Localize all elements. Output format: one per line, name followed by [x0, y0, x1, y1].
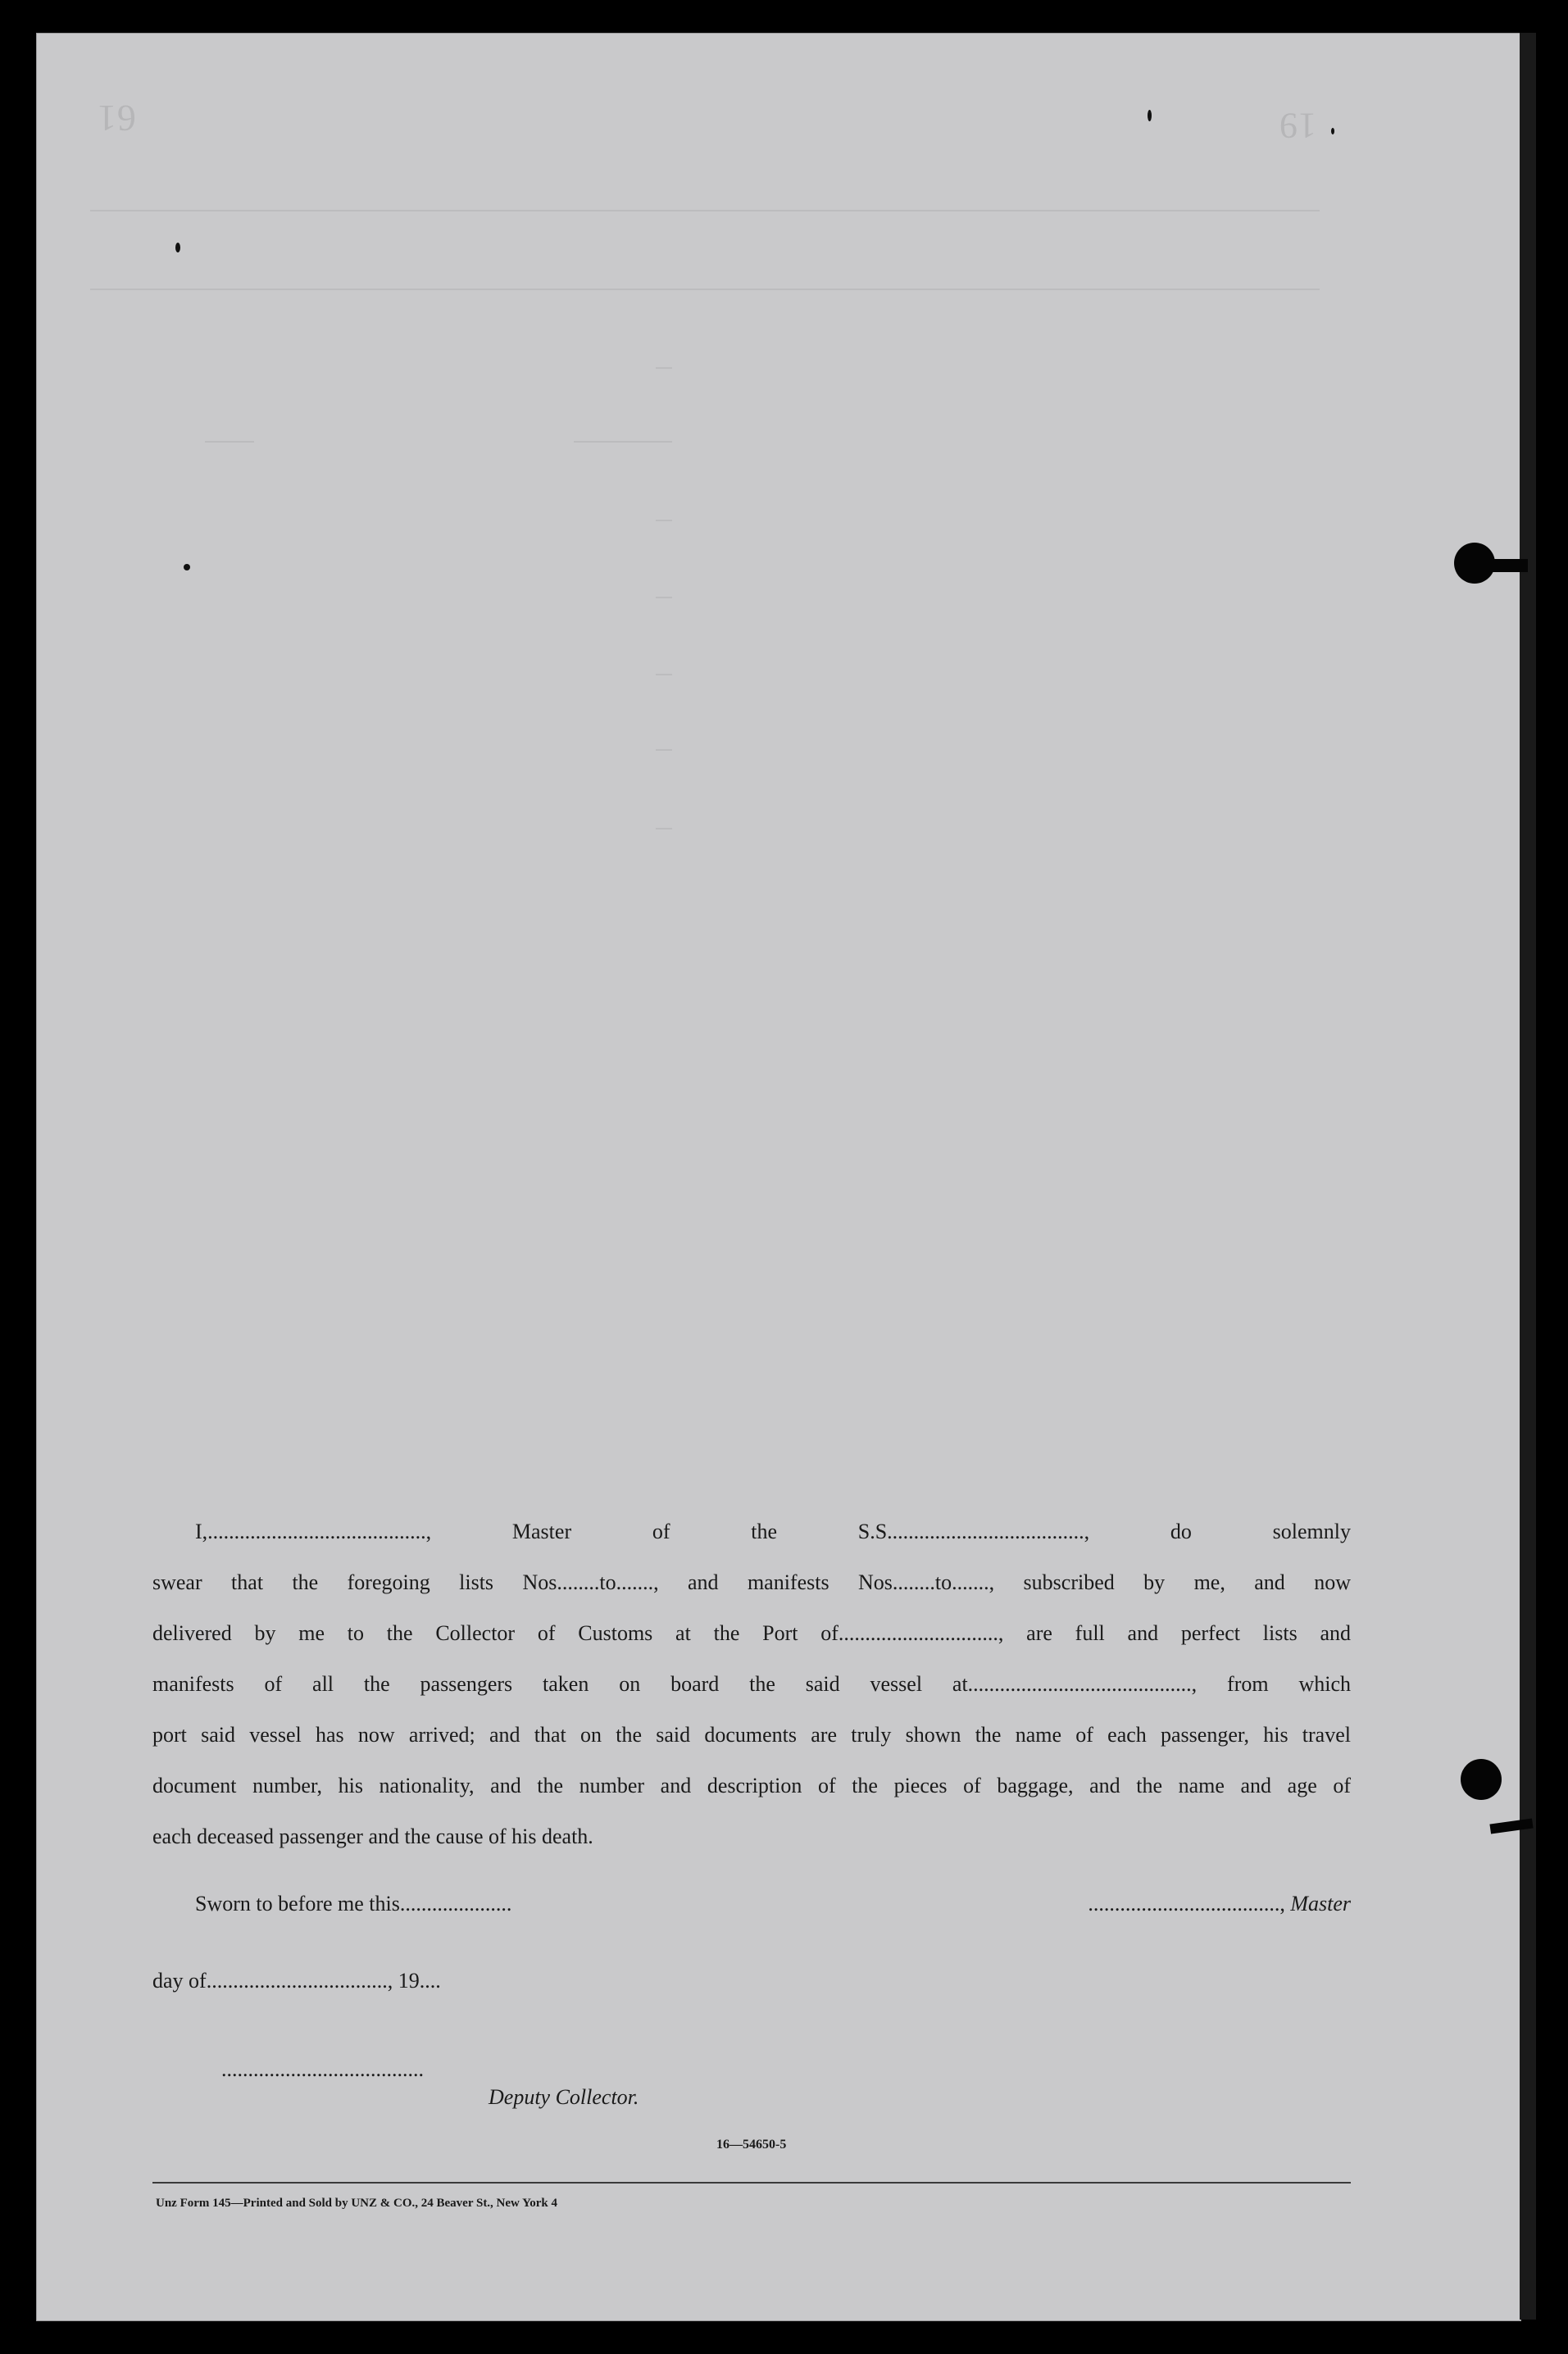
- bleed-through-rule: [205, 441, 254, 443]
- bleed-through-rule: [656, 367, 672, 369]
- bleed-through-rule: [656, 597, 672, 598]
- statement-line: swear that the foregoing lists Nos........to......., and manifests Nos........to......., subscribed by me, and now: [152, 1570, 1351, 1594]
- bleed-through-rule: [656, 674, 672, 675]
- ink-speck: [175, 243, 180, 252]
- bleed-through-number-right: 19: [1279, 106, 1316, 146]
- punch-hole: [1461, 1759, 1502, 1800]
- deputy-signature-dots: ......................................: [221, 2057, 424, 2081]
- statement-line: document number, his nationality, and the number and description of the pieces of baggage, and the name and age of: [152, 1774, 1351, 1797]
- date-line: day of.................................., 19....: [152, 1969, 441, 1993]
- bleed-through-number: 61: [97, 98, 136, 139]
- bleed-through-rule: [90, 210, 1320, 211]
- statement-line: port said vessel has now arrived; and that on the said documents are truly shown the name of each passenger, his travel: [152, 1723, 1351, 1747]
- statement-line: delivered by me to the Collector of Customs at the Port of.............................., are full and perfect lists and: [152, 1621, 1351, 1645]
- master-signature-dots: ....................................,: [1088, 1892, 1285, 1915]
- statement-line: I,........................................., Master of the S.S....................................., do solemnly: [195, 1520, 1351, 1543]
- ink-speck: [1148, 110, 1152, 121]
- statement-line: manifests of all the passengers taken on board the said vessel at.........................................., from which: [152, 1672, 1351, 1696]
- footer-divider: [152, 2182, 1351, 2184]
- ink-speck: [1331, 128, 1334, 134]
- bleed-through-rule: [574, 441, 672, 443]
- ink-speck: [184, 564, 190, 570]
- printer-imprint: Unz Form 145—Printed and Sold by UNZ & CO., 24 Beaver St., New York 4: [156, 2197, 557, 2210]
- sworn-before-line: Sworn to before me this.....................: [195, 1892, 512, 1915]
- form-number: 16—54650-5: [716, 2138, 787, 2152]
- bleed-through-rule: [656, 749, 672, 751]
- masters-oath-statement: [152, 1506, 1351, 1862]
- deputy-collector-label: Deputy Collector.: [489, 2085, 639, 2109]
- statement-line: each deceased passenger and the cause of his death.: [152, 1825, 593, 1848]
- bleed-through-rule: [90, 289, 1320, 290]
- page-tear: [1487, 559, 1528, 572]
- master-signature-line: [1088, 1892, 1351, 1916]
- bleed-through-rule: [656, 828, 672, 829]
- master-label: Master: [1290, 1892, 1351, 1915]
- bleed-through-rule: [656, 520, 672, 521]
- page-edge: [1520, 33, 1536, 2320]
